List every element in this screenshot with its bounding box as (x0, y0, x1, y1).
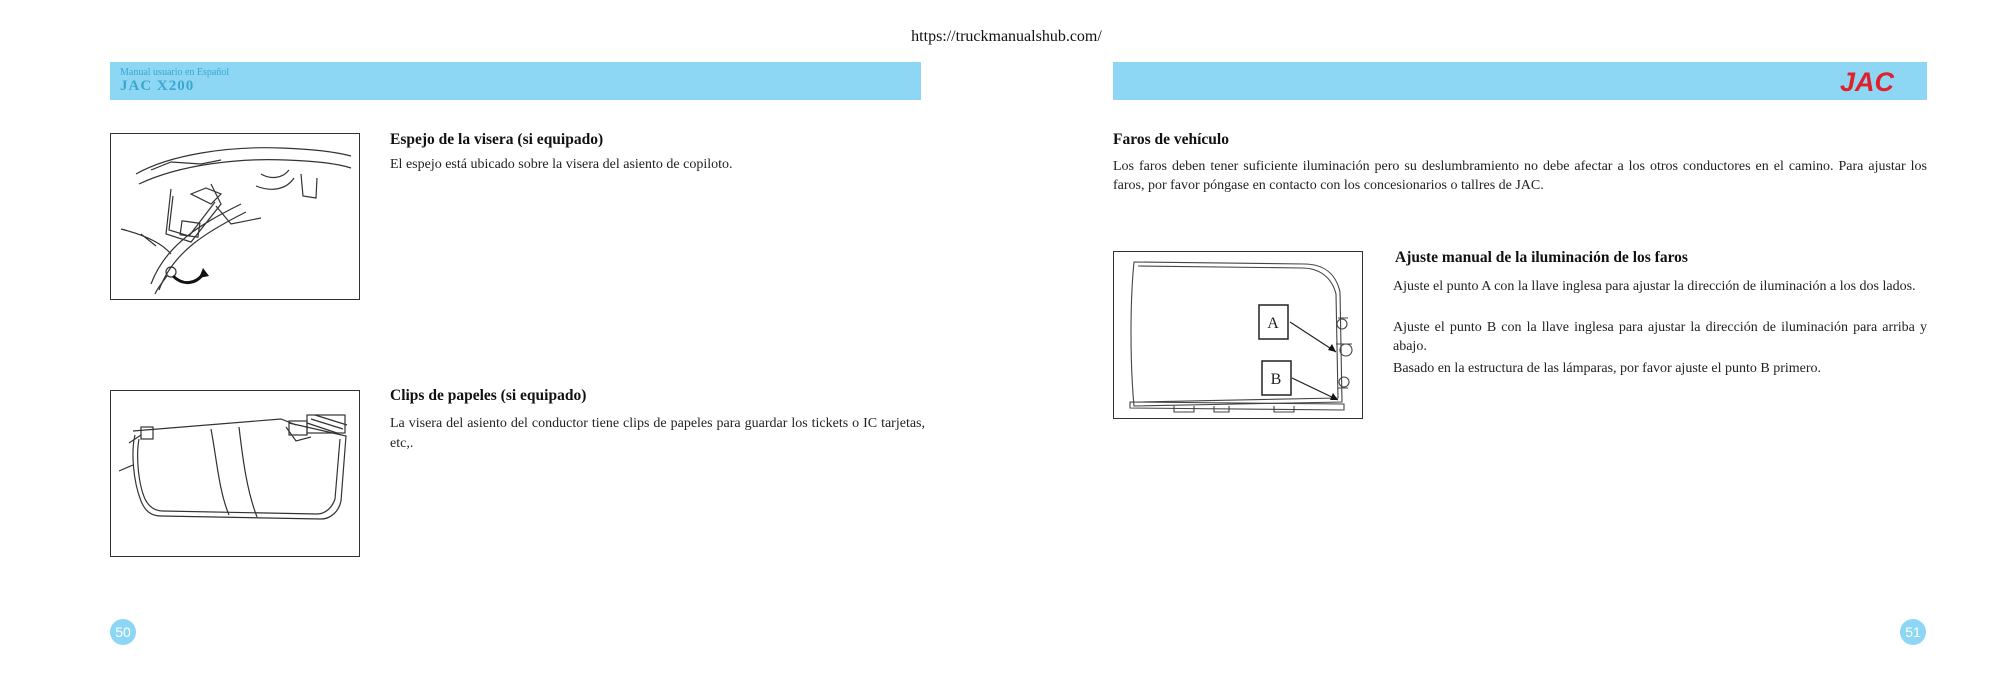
jac-logo (1821, 68, 1913, 94)
svg-text:JAC: JAC (1839, 68, 1895, 94)
section-body-visor-mirror: El espejo está ubicado sobre la visera del asiento de copiloto. (390, 157, 733, 172)
manual-adjust-para-c: Basado en la estructura de las lámparas, por favor ajuste el punto B primero. (1393, 361, 1822, 376)
section-title-visor-mirror: Espejo de la visera (si equipado) (390, 131, 604, 148)
left-header-bar (110, 62, 921, 100)
model-name: JAC X200 (120, 78, 195, 94)
manual-adjust-para-b: Ajuste el punto B con la llave inglesa para ajustar la dirección de iluminación para arriba y abajo. (1393, 320, 1927, 354)
sun-visor-illustration (110, 390, 360, 557)
manual-adjust-para-a: Ajuste el punto A con la llave inglesa para ajustar la dirección de iluminación a los dos lados. (1393, 279, 1916, 294)
section-title-paper-clips: Clips de papeles (si equipado) (390, 387, 587, 404)
headlight-adjustment-illustration (1113, 251, 1363, 419)
section-title-headlights: Faros de vehículo (1113, 131, 1229, 148)
section-title-manual-adjust: Ajuste manual de la iluminación de los faros (1395, 249, 1688, 266)
label-b: B (1270, 371, 1282, 388)
label-a: A (1267, 315, 1279, 332)
page-number-right: 51 (1900, 619, 1926, 645)
section-body-headlights: Los faros deben tener suficiente iluminación pero su deslumbramiento no debe afectar a los otros conductores en el camino. Para ajustar los faros, por favor póngase en contacto con los concesionarios o tallres de JAC. (1113, 159, 1927, 193)
section-body-paper-clips: La visera del asiento del conductor tiene clips de papeles para guardar los tickets o IC tarjetas, etc,. (390, 416, 925, 451)
right-header-bar (1113, 62, 1927, 100)
source-url[interactable]: https://truckmanualshub.com/ (911, 28, 1102, 45)
visor-mirror-illustration (110, 133, 360, 300)
page-number-left: 50 (110, 619, 136, 645)
manual-subtitle: Manual usuario en Español (120, 67, 230, 78)
